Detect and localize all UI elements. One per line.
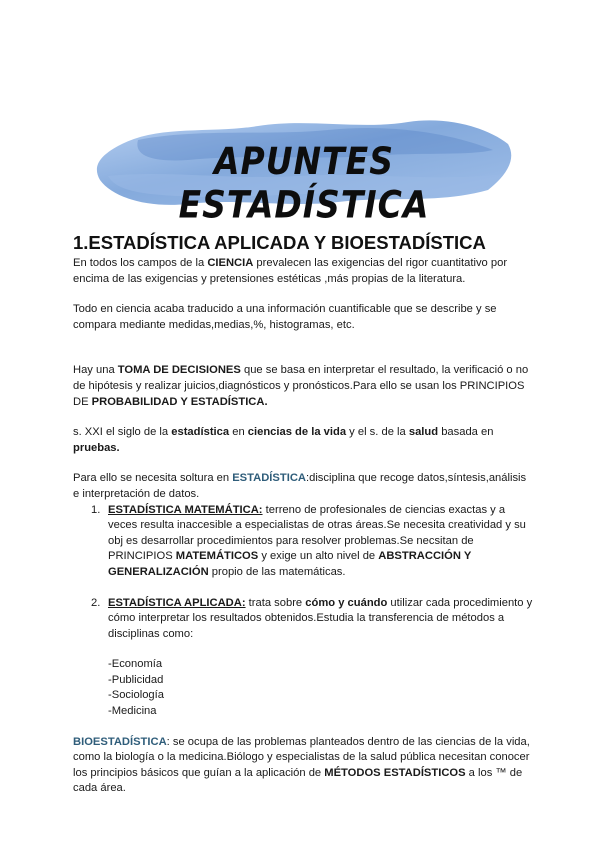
paragraph-cuantificable: Todo en ciencia acaba traducido a una información cuantificable que se describe y se compara mediante medidas,medias,%, histogramas, etc. bbox=[73, 303, 497, 331]
paragraph-decisiones: Hay una TOMA DE DECISIONES que se basa en interpretar el resultado, la verificació o no de hipótesis y realizar juicios,diagnósticos y pronósticos.Para ello se usan los PRINCIPIOS DE PROBABILIDAD Y ESTADÍSTICA. bbox=[73, 364, 529, 408]
discipline-item: -Medicina bbox=[108, 705, 157, 718]
discipline-item: -Sociología bbox=[108, 689, 164, 702]
list-item: 2. ESTADÍSTICA APLICADA: trata sobre cómo y cuándo utilizar cada procedimiento y cómo interpretar los resultados obtenidos.Estudia la transferencia de métodos a disciplinas como: bbox=[91, 596, 533, 640]
banner-title: APUNTES ESTADÍSTICA bbox=[178, 139, 430, 227]
paragraph-siglo: s. XXI el siglo de la estadística en ciencias de la vida y el s. de la salud basada en pruebas. bbox=[73, 426, 494, 454]
list-item: 1. ESTADÍSTICA MATEMÁTICA: terreno de profesionales de ciencias exactas y a veces resulta inaccesible a especialistas de otras áreas.Se necesita creatividad y su obj es desarrollar procedimientos para resolver problemas.Se necsitan de PRINCIPIOS MATEMÁTICOS y exige un alto nivel de ABSTRACCIÓN Y GENERALIZACIÓN propio de las matemáticas. bbox=[91, 503, 526, 578]
paragraph-ciencia: En todos los campos de la CIENCIA prevalecen las exigencias del rigor cuantitativo por encima de las exigencias y pretensiones estéticas ,más propias de la literatura. bbox=[73, 257, 508, 285]
paragraph-bioestadistica: BIOESTADÍSTICA: se ocupa de las problemas planteados dentro de las ciencias de la vida, como la biología o la medicina.Biólogo y especialistas de la salud pública necesitan conocer los principios básicos que guían a la aplicación de MÉTODOS ESTADÍSTICOS a los ™ de cada área. bbox=[73, 735, 530, 795]
list-term: ESTADÍSTICA MATEMÁTICA: bbox=[108, 503, 263, 516]
section-heading: 1.ESTADÍSTICA APLICADA Y BIOESTADÍSTICA bbox=[73, 232, 486, 253]
discipline-item: -Publicidad bbox=[108, 673, 164, 686]
watercolor-banner bbox=[88, 106, 520, 227]
paragraph-estadistica: Para ello se necesita soltura en ESTADÍSTICA:disciplina que recoge datos,síntesis,análisis e interpretación de datos. bbox=[73, 472, 527, 500]
disciplines-list bbox=[73, 657, 533, 719]
list-term: ESTADÍSTICA APLICADA: bbox=[108, 596, 246, 609]
discipline-item: -Economía bbox=[108, 658, 163, 671]
document-body bbox=[73, 232, 533, 797]
types-list bbox=[73, 503, 533, 643]
